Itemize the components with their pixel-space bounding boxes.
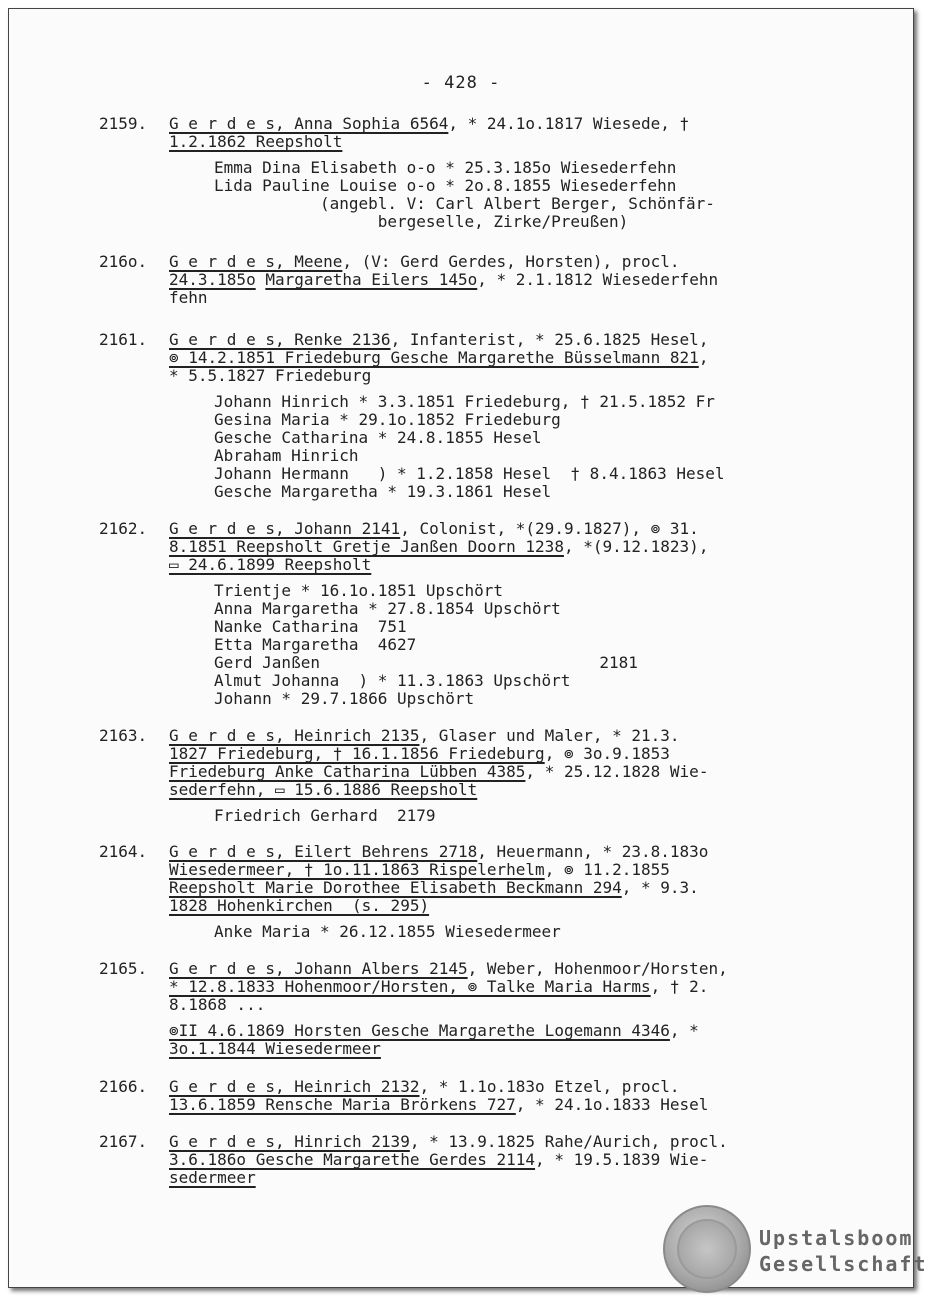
entry-text-part: , ⊚ 11.2.1855 [544,860,670,879]
entry-2163 [99,727,799,825]
entry-2167 [99,1133,799,1187]
child-line: (angebl. V: Carl Albert Berger, Schönfär- [214,194,715,213]
child-line: bergeselle, Zirke/Preußen) [214,212,629,231]
entry-text-part: Wiesedermeer, † 1o.11.1863 Rispelerhelm [169,860,545,879]
entry-number: 2164. [99,842,148,861]
entry-number: 2159. [99,114,148,133]
entry-text-part: , Glaser und Maler, * 21.3. [419,726,680,745]
entry-name: G e r d e s, Eilert Behrens 2718 [169,842,478,861]
entry-text-part: , Colonist, *(29.9.1827), ⊚ 31. [400,519,699,538]
entry-2166 [99,1078,799,1114]
page-number: - 428 - [421,73,501,93]
child-line: Gesina Maria * 29.1o.1852 Friedeburg [214,410,561,429]
entry-text-part: , *(9.12.1823), [563,537,709,556]
entry-text-part: ⊚II 4.6.1869 Horsten Gesche Margarethe Logemann 4346 [169,1021,670,1040]
entry-text [169,960,799,1014]
entry-text [169,331,799,385]
entry-text [169,843,799,915]
entry-name: G e r d e s, Hinrich 2139 [169,1132,410,1151]
entry-text-part: sedermeer [169,1168,256,1187]
entry-text-part: , ⊚ 3o.9.1853 [544,744,670,763]
child-line: Johann Hermann ) * 1.2.1858 Hesel † 8.4.1863 Hesel [214,464,725,483]
entry-text-part: , * 24.1o.1833 Hesel [515,1095,709,1114]
entry-text-part: , * 1.1o.183o Etzel, procl. [419,1077,680,1096]
entry-text-part: fehn [169,288,208,307]
child-line: Lida Pauline Louise o-o * 2o.8.1855 Wiesederfehn [214,176,677,195]
entry-text-part: , * 13.9.1825 Rahe/Aurich, procl. [409,1132,728,1151]
entry-name: G e r d e s, Renke 2136 [169,330,391,349]
entry-text-part: , * 19.5.1839 Wie- [535,1150,709,1169]
entry-number: 2165. [99,959,148,978]
child-line: Abraham Hinrich [214,446,359,465]
entry-text-part: 1828 Hohenkirchen (s. 295) [169,896,430,915]
entry-name: G e r d e s, Johann Albers 2145 [169,959,468,978]
second-marriage [169,1022,799,1058]
child-line: Johann Hinrich * 3.3.1851 Friedeburg, † 21.5.1852 Fr [214,392,715,411]
entry-2160 [99,253,799,307]
child-line: Almut Johanna ) * 11.3.1863 Upschört [214,671,571,690]
entry-text [169,727,799,799]
entry-text-part: 3o.1.1844 Wiesedermeer [169,1039,381,1058]
entry-text-part: , * 24.1o.1817 Wiesede, † [448,114,690,133]
child-line: Emma Dina Elisabeth o-o * 25.3.185o Wiesederfehn [214,158,677,177]
children-list [214,159,799,231]
society-name-line1: Upstalsboom [759,1226,914,1250]
children-list [214,582,799,708]
child-line: Gesche Margaretha * 19.3.1861 Hesel [214,482,552,501]
entry-text-part: 8.1851 Reepsholt Gretje Janßen Doorn 1238 [169,537,564,556]
entry-text-part: 8.1868 ... [169,995,266,1014]
children-list [214,807,799,825]
children-list [214,393,799,501]
child-line: Nanke Catharina 751 [214,617,407,636]
entry-number: 2166. [99,1077,148,1096]
entry-text-part: , * [669,1021,699,1040]
entry-number: 2167. [99,1132,148,1151]
entry-text-part: , Weber, Hohenmoor/Horsten, [467,959,728,978]
entry-text-part: sederfehn, ▭ 15.6.1886 Reepsholt [169,780,478,799]
entry-name: G e r d e s, Anna Sophia 6564 [169,114,449,133]
child-line: Johann * 29.7.1866 Upschört [214,689,475,708]
entry-text-part: ⊚ 14.2.1851 Friedeburg Gesche Margarethe Büsselmann 821 [169,348,699,367]
entry-2161 [99,331,799,501]
seal-emblem [677,1219,737,1279]
society-name [759,1225,928,1277]
entry-text [169,115,799,151]
entry-text-part: , * 9.3. [621,878,699,897]
entry-text-part: 13.6.1859 Rensche Maria Brörkens 727 [169,1095,516,1114]
society-name-line2: Gesellschaft [759,1252,928,1276]
spouse-name: Margaretha Eilers 145o [265,270,478,289]
entry-text-part: 1827 Friedeburg, † 16.1.1856 Friedeburg [169,744,545,763]
child-line: Friedrich Gerhard 2179 [214,806,436,825]
children-list [214,923,799,941]
entry-text-part: Reepsholt Marie Dorothee Elisabeth Beckmann 294 [169,878,622,897]
entry-text-part: * 12.8.1833 Hohenmoor/Horsten, ⊚ Talke Maria Harms [169,977,651,996]
entry-number: 2163. [99,726,148,745]
entry-text-part: , * 25.12.1828 Wie- [525,762,709,781]
entry-text [169,1078,799,1114]
entry-2164 [99,843,799,941]
entry-text-part [256,270,266,289]
society-seal-logo [663,1205,751,1293]
document-page [8,8,928,1288]
child-line: Gesche Catharina * 24.8.1855 Hesel [214,428,542,447]
entry-text-part: , * 2.1.1812 Wiesederfehn [477,270,719,289]
child-line: Anke Maria * 26.12.1855 Wiesedermeer [214,922,561,941]
entry-number: 2162. [99,519,148,538]
entry-text-part: ▭ 24.6.1899 Reepsholt [169,555,372,574]
entry-name: G e r d e s, Heinrich 2135 [169,726,420,745]
entry-text-part: , Heuermann, * 23.8.183o [477,842,709,861]
child-line: Trientje * 16.1o.1851 Upschört [214,581,503,600]
entry-number: 2161. [99,330,148,349]
entry-text-part: , Infanterist, * 25.6.1825 Hesel, [390,330,709,349]
entry-text-part: Friedeburg Anke Catharina Lübben 4385 [169,762,526,781]
entry-text-part: 3.6.186o Gesche Margarethe Gerdes 2114 [169,1150,536,1169]
entry-text-part: * 5.5.1827 Friedeburg [169,366,372,385]
entry-text [169,253,799,307]
entry-text-part: 24.3.185o [169,270,256,289]
entry-text [169,1133,799,1187]
entry-name: G e r d e s, Meene [169,252,343,271]
entry-2162 [99,520,799,708]
entry-text-part: 1.2.1862 Reepsholt [169,132,343,151]
child-line: Etta Margaretha 4627 [214,635,417,654]
entry-text [169,520,799,574]
entry-number: 216o. [99,252,148,271]
entry-name: G e r d e s, Johann 2141 [169,519,401,538]
entry-2159 [99,115,799,231]
entry-name: G e r d e s, Heinrich 2132 [169,1077,420,1096]
child-line: Gerd Janßen 2181 [214,653,638,672]
entry-text-part: , (V: Gerd Gerdes, Horsten), procl. [342,252,680,271]
entry-text-part: , [698,348,709,367]
child-line: Anna Margaretha * 27.8.1854 Upschört [214,599,561,618]
entry-2165 [99,960,799,1058]
entry-text-part: , † 2. [650,977,709,996]
